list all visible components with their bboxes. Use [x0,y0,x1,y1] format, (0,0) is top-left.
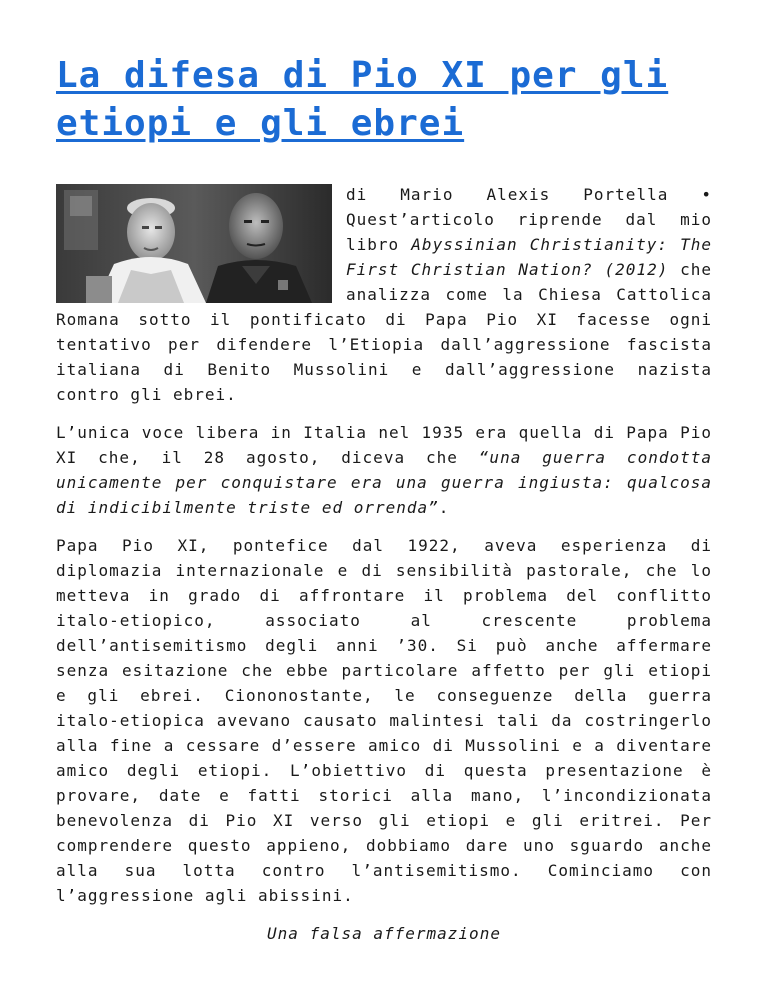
article-paragraph-3: Papa Pio XI, pontefice dal 1922, aveva esperienza di diplomazia internazionale e di sensibilità pastorale, che lo metteva in grado di affrontare il problema del conflitto italo-etiopico, associato al crescente problema dell’antisemitismo degli anni ’30. Si può anche affermare senza esitazione che ebbe particolare affetto per gli etiopi e gli ebrei. Ciononostante, le conseguenze della guerra italo-etiopica avevano causato malintesi tali da costringerlo alla fine a cessare d’essere amico di Mussolini e a diventare amico degli etiopi. L’obiettivo di questa presentazione è provare, date e fatti storici alla mano, l’incondizionata benevolenza di Pio XI verso gli etiopi e gli eritrei. Per comprendere questo appieno, dobbiamo dare uno sguardo anche alla sua lotta contro l’antisemitismo. Cominciamo con l’aggressione agli abissini. [56,536,712,905]
byline: di Mario Alexis Portella [346,185,669,204]
article-title [56,52,712,148]
intro-text-continued: che analizza come la Chiesa Cattolica Romana sotto il pontificato di Papa Pio XI facesse ogni tentativo per difendere l’Etiopia dall’aggressione fascista italiana di Benito Mussolini e dall’aggressione nazista contro gli ebrei. [56,260,712,404]
intro-text: Quest’articolo riprende dal mio libro [346,210,712,254]
photo-pope-and-mussolini [56,184,332,303]
article-paragraph-2 [56,420,712,520]
article-title-link[interactable]: La difesa di Pio XI per gli etiopi e gli ebrei [56,55,669,144]
book-title: Abyssinian Christianity: The First Christian Nation? (2012) [346,235,712,279]
paragraph-2-end: . [438,498,450,517]
pope-quote: “una guerra condotta unicamente per conquistare era una guerra ingiusta: qualcosa di indicibilmente triste ed orrenda” [56,448,712,517]
paragraph-2-text: L’unica voce libera in Italia nel 1935 era quella di Papa Pio XI che, il 28 agosto, diceva che [56,423,712,467]
article-body [56,182,712,946]
article-photo [56,184,332,303]
section-subheading: Una falsa affermazione [267,924,501,943]
article-page [56,52,712,946]
separator: • [701,185,712,204]
